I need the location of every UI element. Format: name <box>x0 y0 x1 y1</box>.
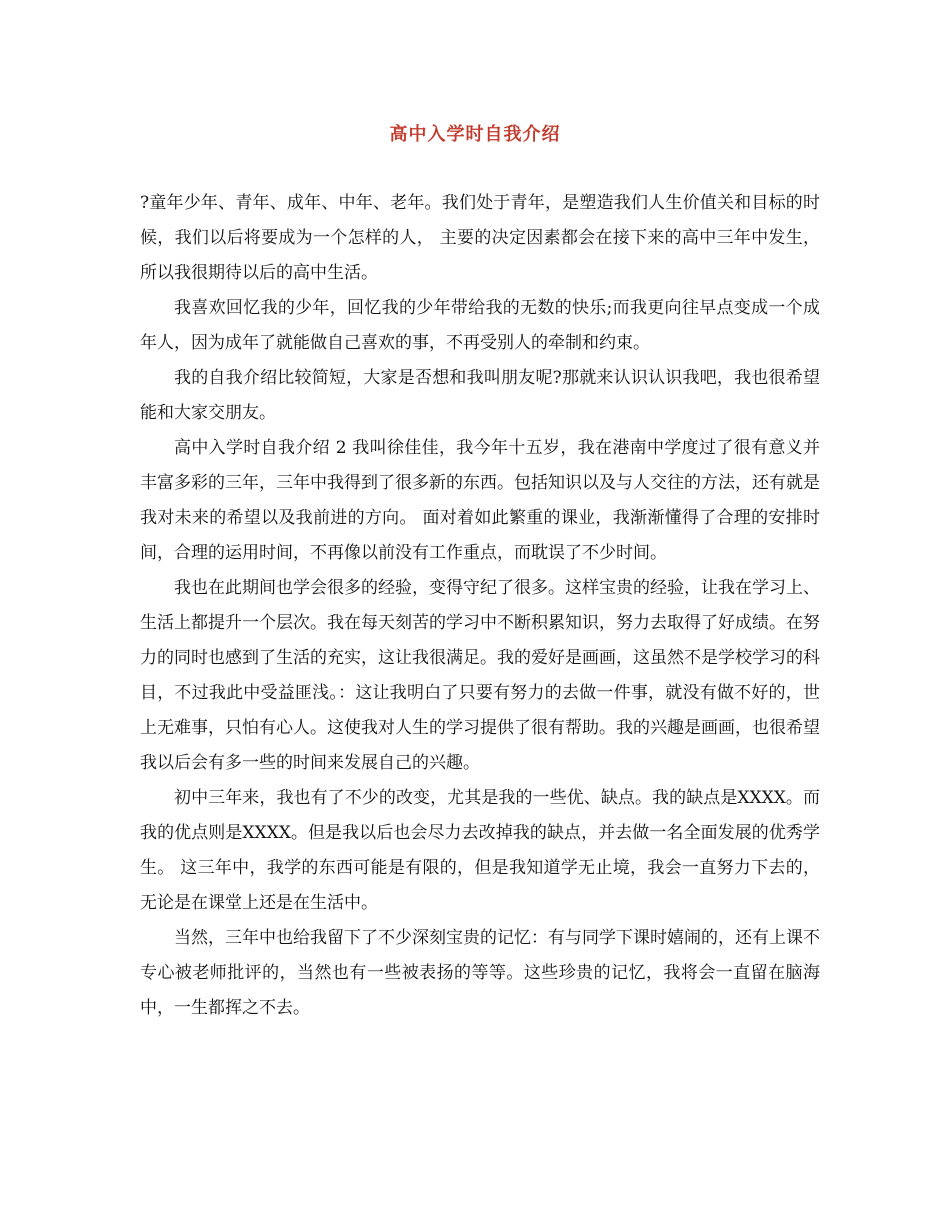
document-title: 高中入学时自我介绍 <box>389 124 561 145</box>
paragraph: 我喜欢回忆我的少年，回忆我的少年带给我的无数的快乐;而我更向往早点变成一个成年人，因为成年了就能做自己喜欢的事，不再受别人的牵制和约束。 <box>140 298 820 353</box>
paragraph: ?童年少年、青年、成年、中年、老年。我们处于青年，是塑造我们人生价值关和目标的时候，我们以后将要成为一个怎样的人， 主要的决定因素都会在接下来的高中三年中发生，所以我很期待以后的高中生活。 <box>140 193 820 283</box>
document-body <box>140 186 820 1026</box>
paragraph: 我也在此期间也学会很多的经验，变得守纪了很多。这样宝贵的经验，让我在学习上、生活上都提升一个层次。我在每天刻苦的学习中不断积累知识，努力去取得了好成绩。在努力的同时也感到了生活的充实，这让我很满足。我的爱好是画画，这虽然不是学校学习的科目，不过我此中受益匪浅。：这让我明白了只要有努力的去做一件事，就没有做不好的，世上无难事，只怕有心人。这使我对人生的学习提供了很有帮助。我的兴趣是画画，也很希望我以后会有多一些的时间来发展自己的兴趣。 <box>140 578 820 773</box>
paragraph: 当然，三年中也给我留下了不少深刻宝贵的记忆：有与同学下课时嬉闹的，还有上课不专心被老师批评的，当然也有一些被表扬的等等。这些珍贵的记忆，我将会一直留在脑海中，一生都挥之不去。 <box>140 928 820 1018</box>
paragraph: 高中入学时自我介绍 2 我叫徐佳佳，我今年十五岁，我在港南中学度过了很有意义并丰富多彩的三年，三年中我得到了很多新的东西。包括知识以及与人交往的方法，还有就是我对未来的希望以及我前进的方向。 面对着如此繁重的课业，我渐渐懂得了合理的安排时间，合理的运用时间，不再像以前没有工作重点，而耽误了不少时间。 <box>140 438 820 563</box>
paragraph: 初中三年来，我也有了不少的改变，尤其是我的一些优、缺点。我的缺点是XXXX。而我的优点则是XXXX。但是我以后也会尽力去改掉我的缺点，并去做一名全面发展的优秀学生。 这三年中，我学的东西可能是有限的，但是我知道学无止境，我会一直努力下去的，无论是在课堂上还是在生活中。 <box>140 788 820 913</box>
paragraph: 我的自我介绍比较简短，大家是否想和我叫朋友呢?那就来认识认识我吧，我也很希望能和大家交朋友。 <box>140 368 820 423</box>
